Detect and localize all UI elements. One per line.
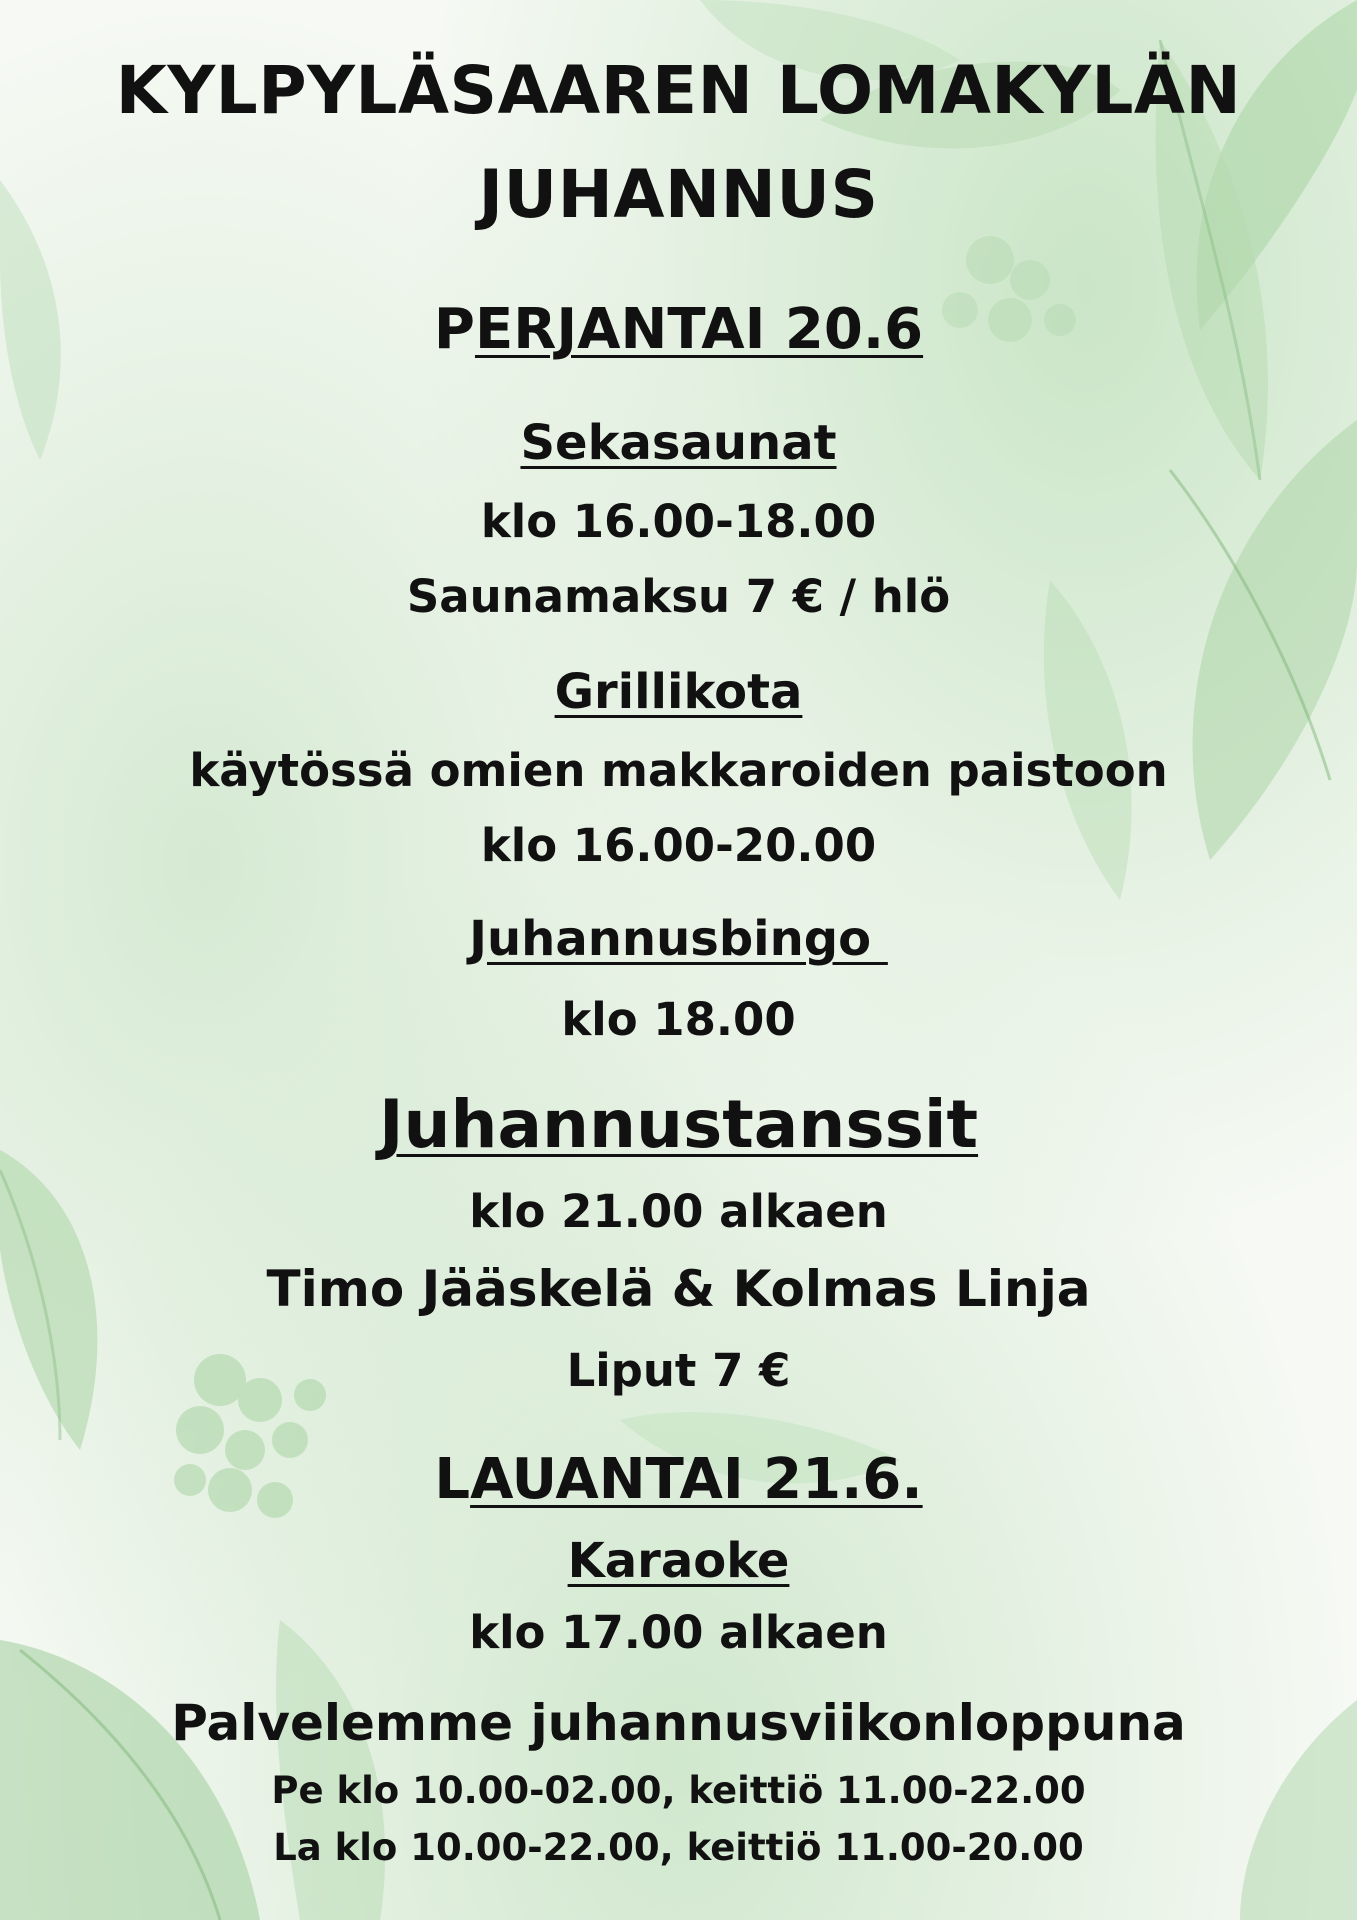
saturday-heading-rest: AUANTAI 21.6. <box>470 1447 923 1512</box>
sauna-title: Sekasaunat <box>520 415 837 471</box>
karaoke-time: klo 17.00 alkaen <box>469 1606 888 1659</box>
bingo-title-rest: uhannusbingo <box>487 911 888 967</box>
bingo-time: klo 18.00 <box>561 993 796 1046</box>
saturday-heading-initial: L <box>434 1447 471 1512</box>
poster-title-line-1: KYLPYLÄSAAREN LOMAKYLÄN <box>115 52 1242 129</box>
grill-description: käytössä omien makkaroiden paistoon <box>189 744 1168 797</box>
service-heading: Palvelemme juhannusviikonloppuna <box>171 1694 1186 1752</box>
poster-title-line-2: JUHANNUS <box>478 156 879 233</box>
sauna-time: klo 16.00-18.00 <box>480 495 877 548</box>
service-saturday-hours: La klo 10.00-22.00, keittiö 11.00-20.00 <box>273 1826 1084 1869</box>
dance-tickets: Liput 7 € <box>566 1344 791 1397</box>
dance-band: Timo Jääskelä & Kolmas Linja <box>266 1260 1091 1318</box>
dance-time: klo 21.00 alkaen <box>469 1185 888 1238</box>
grill-time: klo 16.00-20.00 <box>480 819 877 872</box>
karaoke-title: Karaoke <box>567 1533 790 1589</box>
service-friday-hours: Pe klo 10.00-02.00, keittiö 11.00-22.00 <box>271 1769 1086 1812</box>
bingo-title <box>0 911 1357 967</box>
friday-heading <box>0 297 1357 362</box>
grill-title: Grillikota <box>554 664 803 720</box>
friday-heading-initial: P <box>433 297 475 362</box>
dance-title: Juhannustanssit <box>378 1086 979 1163</box>
friday-heading-rest: ERJANTAI 20.6 <box>474 297 924 362</box>
bingo-title-initial: J <box>469 911 487 967</box>
sauna-fee: Saunamaksu 7 € / hlö <box>406 570 951 623</box>
saturday-heading <box>0 1447 1357 1512</box>
